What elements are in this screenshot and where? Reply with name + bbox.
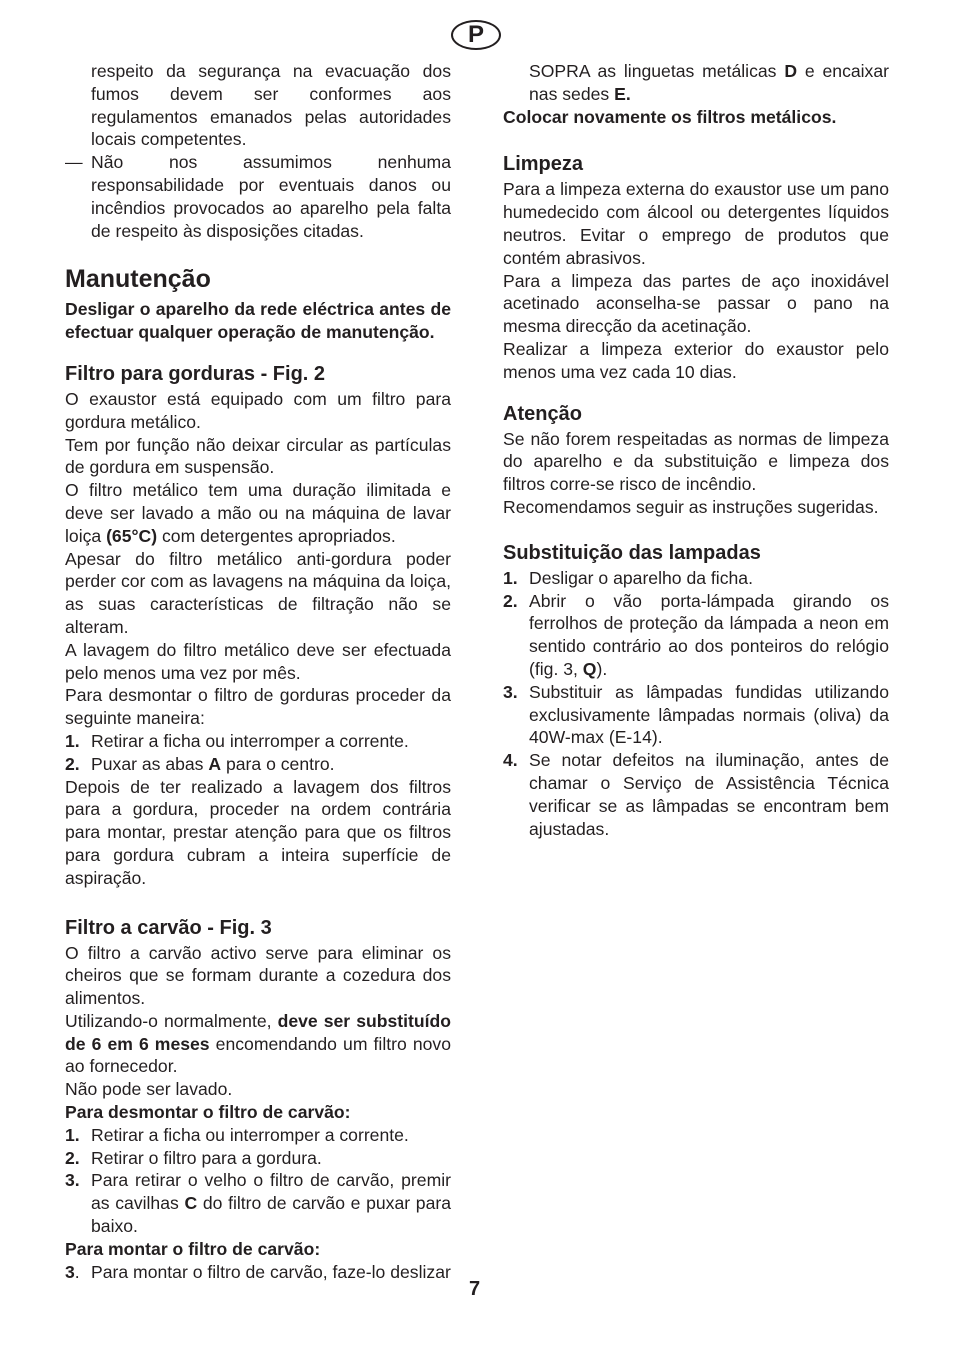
lamp-step-3 xyxy=(503,681,889,749)
step-text: Retirar a ficha ou interromper a corrente. xyxy=(91,730,409,751)
language-badge xyxy=(451,20,501,50)
cleaning-p3: Realizar a limpeza exterior do exaustor pelo menos uma vez cada 10 dias. xyxy=(503,338,889,382)
carbon-mount-title: Para montar o filtro de carvão: xyxy=(65,1238,321,1259)
step-number: 1. xyxy=(65,1124,80,1145)
grease-p1: O exaustor está equipado com um filtro para gordura metálico. xyxy=(65,388,451,432)
right-column xyxy=(503,60,889,840)
carbon-replacement-interval: deve ser substituído de 6 em 6 meses xyxy=(65,1010,451,1054)
lamp-step-2 xyxy=(503,590,889,681)
grease-temperature: (65°C) xyxy=(106,525,158,546)
step-number: 2. xyxy=(503,590,518,611)
attention-p1: Se não forem respeitadas as normas de limpeza do aparelho e da substituição e limpeza dos filtros corre-se risco de incêndio. xyxy=(503,428,889,495)
step-text-end: do filtro de carvão e puxar para baixo. xyxy=(91,1193,451,1237)
dash-marker: — xyxy=(65,152,83,173)
step-text: Substituir as lâmpadas fundidas utilizando exclusivamente lâmpadas normais (oliva) da 40W-max (E-14). xyxy=(529,681,889,748)
step-text: Se notar defeitos na iluminação, antes de chamar o Serviço de Assistência Técnica verificar se as lâmpadas se encontram bem ajustadas. xyxy=(529,750,889,839)
carbon-p1: O filtro a carvão activo serve para eliminar os cheiros que se formam durante a cozedura dos alimentos. xyxy=(65,942,451,1009)
step-number xyxy=(65,1261,80,1284)
cleaning-p2: Para a limpeza das partes de aço inoxidável acetinado aconselha-se passar o pano na mesma direcção da acetinação. xyxy=(503,270,889,337)
cont-text: SOPRA as linguetas metálicas xyxy=(529,61,785,81)
grease-p3 xyxy=(65,479,451,547)
grease-p5: A lavagem do filtro metálico deve ser efectuada pelo menos uma vez por mês. xyxy=(65,639,451,683)
step-number: 2. xyxy=(65,1147,80,1168)
carbon-step-1 xyxy=(65,1124,451,1147)
grease-step-2 xyxy=(65,753,451,776)
liability-item xyxy=(65,151,451,242)
attention-p2: Recomendamos seguir as instruções sugeridas. xyxy=(503,496,879,517)
carbon-p3: Não pode ser lavado. xyxy=(65,1079,233,1100)
grease-p2: Tem por função não deixar circular as partículas de gordura em suspensão. xyxy=(65,434,451,478)
step-number-sep: . xyxy=(74,1261,80,1282)
heading-carbon-filter: Filtro a carvão - Fig. 3 xyxy=(65,916,272,939)
grease-p3-text: O filtro metálico tem uma duração ilimitada e deve ser lavado a mão ou na máquina de lavar loiça xyxy=(65,480,451,546)
part-label-e: E. xyxy=(614,83,631,104)
intro-continuation: respeito da segurança na evacuação dos fumos devem ser conformes aos regulamentos emanados pelas autoridades locais competentes. xyxy=(91,61,451,150)
cont-text-mid: e encaixar nas sedes xyxy=(529,61,889,104)
lamp-step-4 xyxy=(503,749,889,840)
step-number: 2. xyxy=(65,753,80,774)
part-label-a: A xyxy=(208,753,222,774)
grease-step-1 xyxy=(65,730,451,753)
grease-p3-end: com detergentes apropriados. xyxy=(157,525,396,546)
step-number: 4. xyxy=(503,750,518,771)
grease-p6: Para desmontar o filtro de gorduras proceder da seguinte maneira: xyxy=(65,685,451,729)
heading-grease-filter: Filtro para gorduras - Fig. 2 xyxy=(65,362,326,385)
lamp-step-1 xyxy=(503,567,889,590)
heading-cleaning: Limpeza xyxy=(503,153,584,176)
step-number: 3. xyxy=(503,681,518,702)
carbon-continuation xyxy=(503,60,889,106)
cleaning-p1: Para a limpeza externa do exaustor use um pano humedecido com álcool ou detergentes líquidos neutros. Evitar o emprego de produtos que contém abrasivos. xyxy=(503,179,889,268)
step-text-end: para o centro. xyxy=(221,753,335,774)
step-text: Retirar a ficha ou interromper a corrente. xyxy=(91,1124,409,1145)
step-text: Para montar o filtro de carvão, faze-lo deslizar xyxy=(91,1261,451,1282)
carbon-p2-text: Utilizando-o normalmente, xyxy=(65,1010,278,1031)
step-text: Retirar o filtro para a gordura. xyxy=(91,1147,322,1168)
step-number: 1. xyxy=(503,567,518,588)
maintenance-warning: Desligar o aparelho da rede eléctrica antes de efectuar qualquer operação de manutenção. xyxy=(65,299,451,343)
page-number: 7 xyxy=(469,1278,481,1300)
heading-lamp-replacement: Substituição das lampadas xyxy=(503,541,761,564)
step-number-digit: 3 xyxy=(65,1261,75,1282)
carbon-mount-step-3 xyxy=(65,1261,451,1284)
part-label-d: D xyxy=(784,61,798,81)
heading-attention: Atenção xyxy=(503,402,582,425)
grease-p7: Depois de ter realizado a lavagem dos filtros para a gordura, proceder na ordem contrária para montar, prestar atenção para que os filtros para gordura cubram a inteira superfície de aspiração. xyxy=(65,776,451,888)
step-number: 3. xyxy=(65,1170,80,1191)
refit-metal-filters: Colocar novamente os filtros metálicos. xyxy=(503,106,837,127)
step-text: Puxar as abas xyxy=(91,753,209,774)
carbon-p2 xyxy=(65,1010,451,1078)
step-text: Abrir o vão porta-lámpada girando os ferrolhos de proteção da lámpada a neon em sentido contrário ao dos ponteiros do relógio (fig. 3, xyxy=(529,590,889,679)
grease-p4: Apesar do filtro metálico anti-gordura poder perder cor com as lavagens na máquina da loiça, as suas características de filtração não se alteram. xyxy=(65,548,451,637)
carbon-step-2 xyxy=(65,1147,451,1170)
part-label-c: C xyxy=(184,1193,198,1214)
carbon-step-3 xyxy=(65,1169,451,1237)
step-number: 1. xyxy=(65,730,80,751)
carbon-disassemble-title: Para desmontar o filtro de carvão: xyxy=(65,1102,351,1123)
step-text-end: ). xyxy=(596,658,608,679)
liability-text: Não nos assumimos nenhuma responsabilidade por eventuais danos ou incêndios provocados ao aparelho pela falta de respeito às disposições citadas. xyxy=(91,152,451,241)
part-label-q: Q xyxy=(582,658,597,679)
step-text: Para retirar o velho o filtro de carvão, premir as cavilhas xyxy=(91,1170,451,1214)
carbon-p2-end: encomendando um filtro novo ao fornecedor. xyxy=(65,1033,451,1077)
language-badge-letter: P xyxy=(467,21,484,48)
section-title-maintenance: Manutenção xyxy=(65,265,211,294)
step-text: Desligar o aparelho da ficha. xyxy=(529,567,753,588)
left-column xyxy=(65,60,451,1283)
